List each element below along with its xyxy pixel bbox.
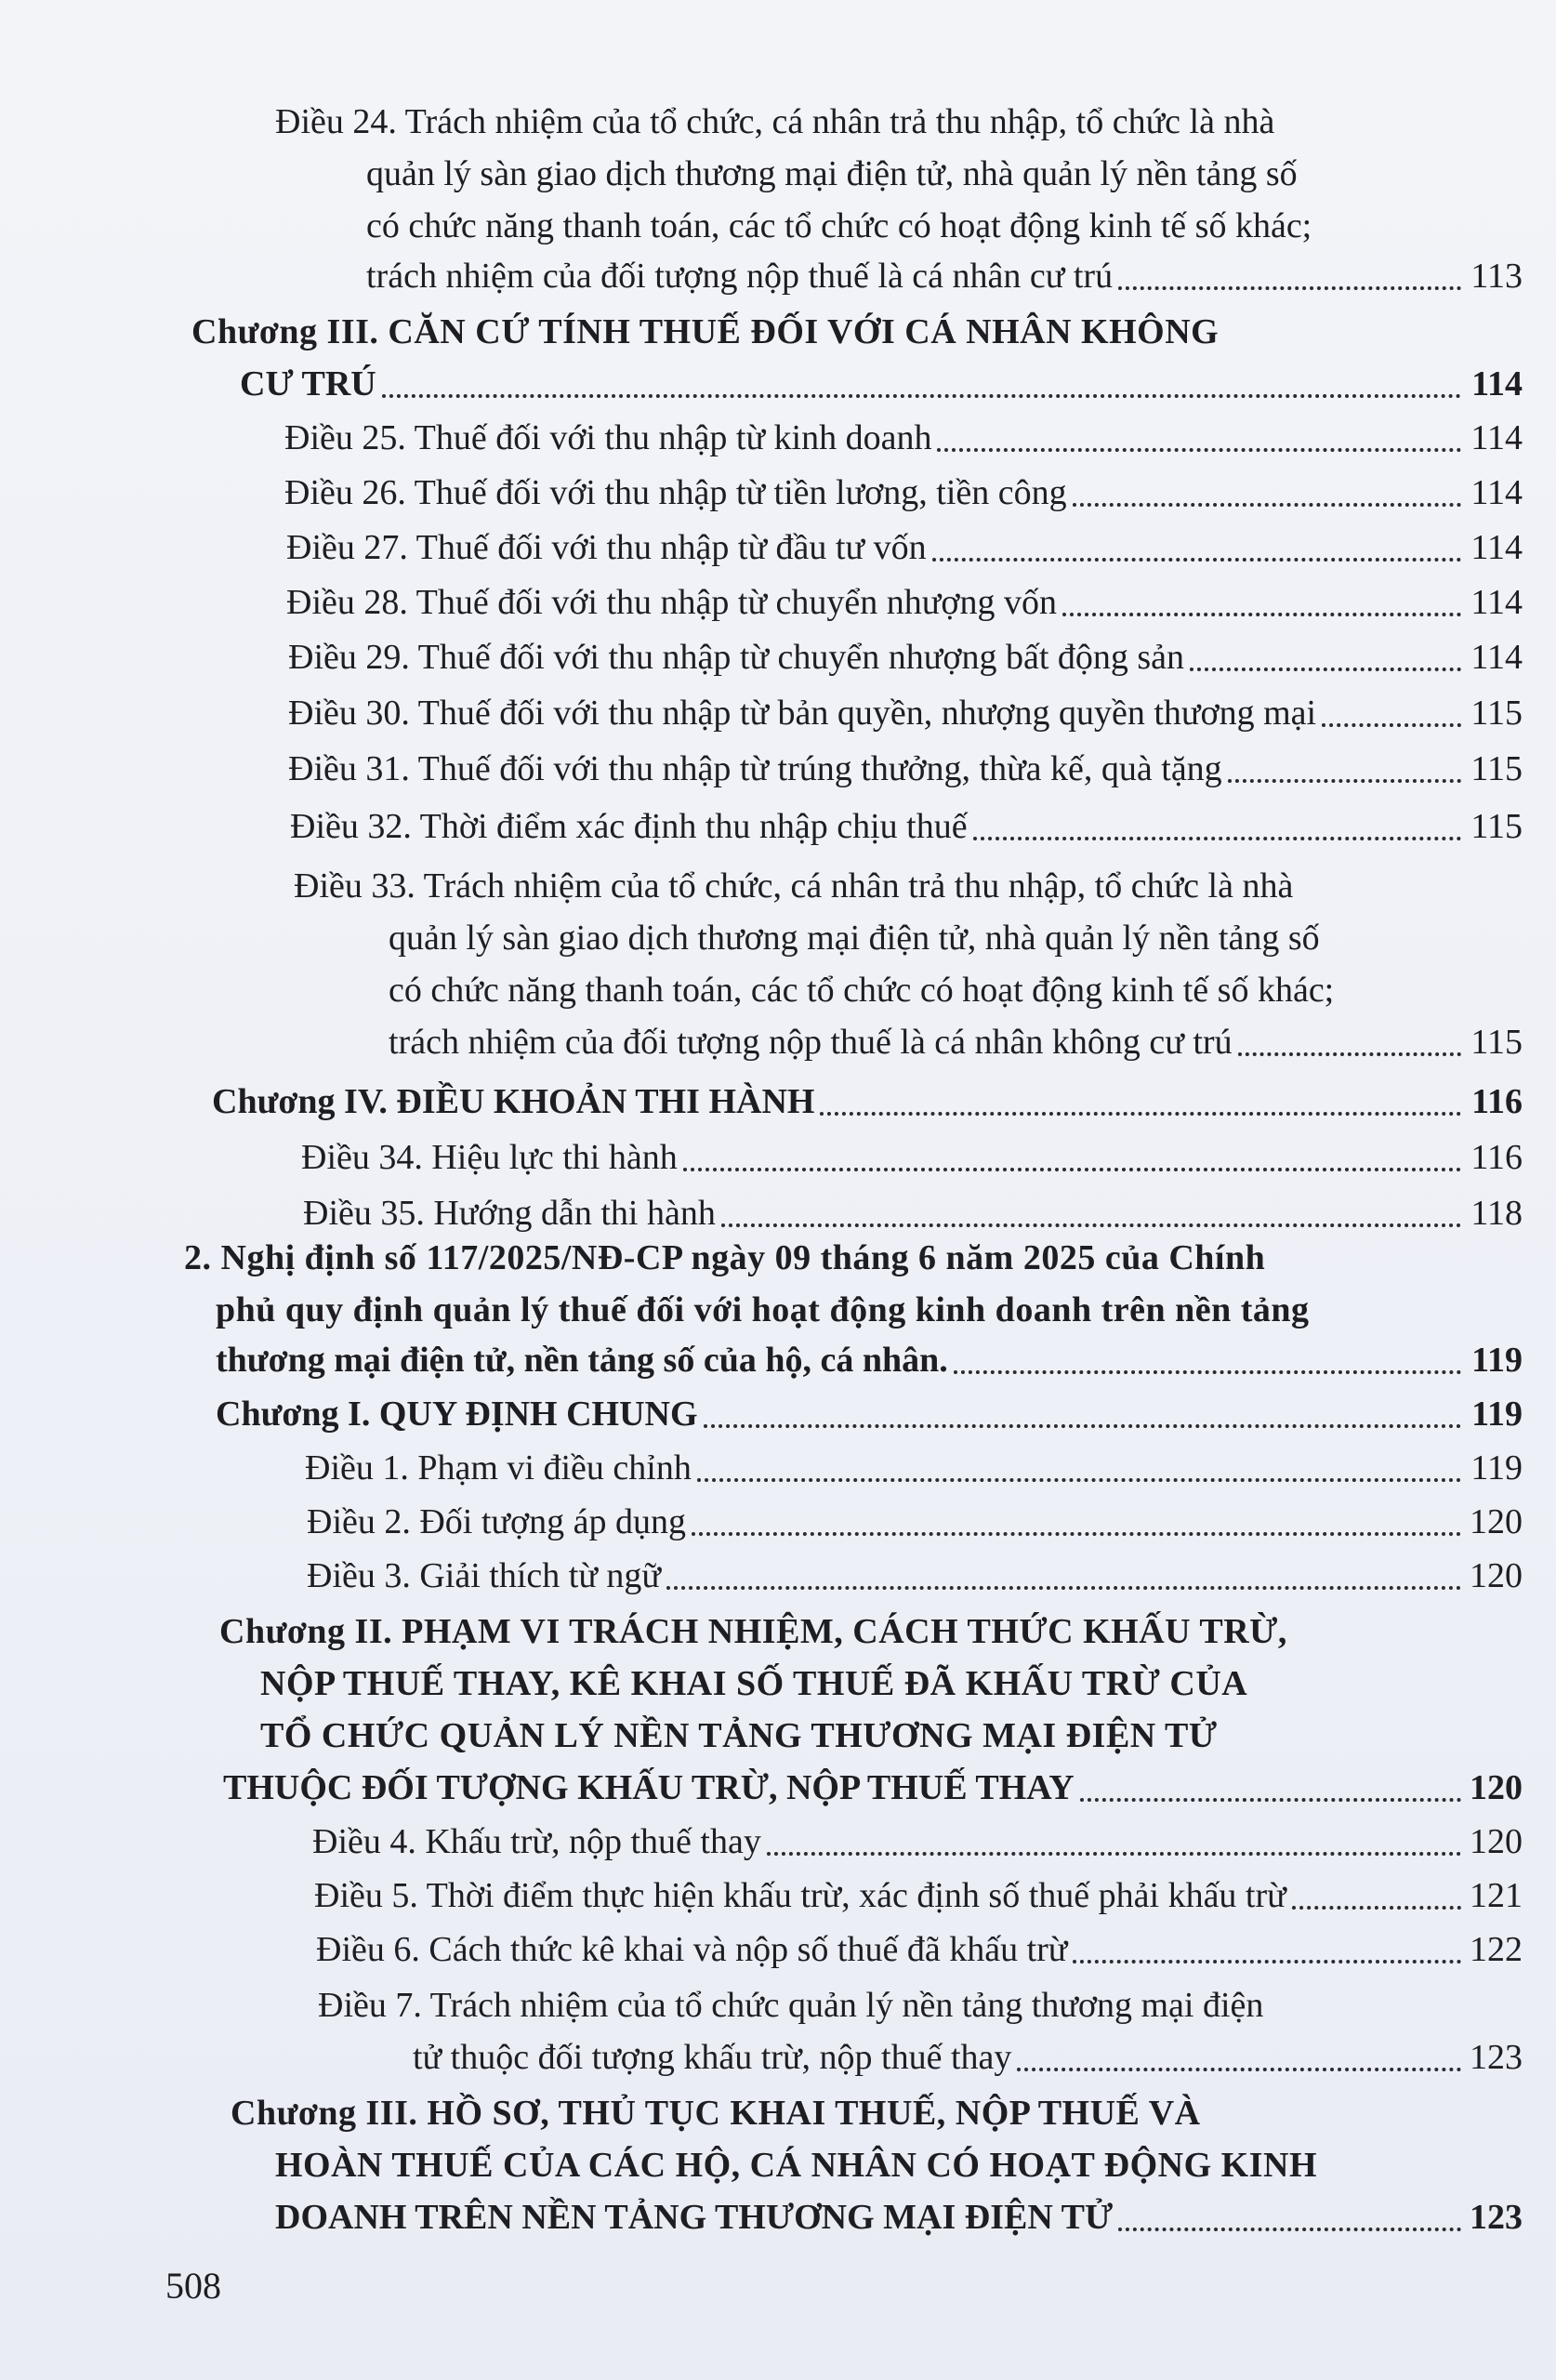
toc-title: Điều 34. Hiệu lực thi hành (301, 1138, 678, 1177)
toc-article-32 (290, 801, 1523, 852)
toc-decree-117-line-3: thương mại điện tử, nền tảng số của hộ, cá nhân. (216, 1341, 948, 1380)
toc-title: Điều 31. Thuế đối với thu nhập từ trúng thưởng, thừa kế, quà tặng (288, 749, 1222, 788)
toc-decree-article-3 (307, 1551, 1523, 1601)
dot-leader (954, 1324, 1461, 1374)
toc-article-34 (301, 1132, 1523, 1183)
dot-leader (932, 511, 1461, 562)
dot-leader (1073, 1913, 1461, 1964)
toc-article-24-line-1: Điều 24. Trách nhiệm của tổ chức, cá nhân trả thu nhập, tổ chức là nhà (275, 102, 1275, 141)
dot-leader (820, 1065, 1461, 1116)
page-ref: 115 (1470, 1023, 1523, 1062)
page-ref: 119 (1471, 1395, 1523, 1434)
toc-title: Điều 6. Cách thức kê khai và nộp số thuế đã khấu trừ (316, 1930, 1068, 1969)
dot-leader (666, 1540, 1461, 1590)
toc-title: Điều 30. Thuế đối với thu nhập từ bản quyền, nhượng quyền thương mại (288, 694, 1317, 733)
toc-article-29 (288, 632, 1523, 682)
page-ref: 120 (1470, 1768, 1523, 1807)
dot-leader (382, 348, 1461, 398)
toc-decree-article-7 (413, 2032, 1523, 2082)
toc-decree-chapter-2-line-1: Chương II. PHẠM VI TRÁCH NHIỆM, CÁCH THỨC KHẤU TRỪ, (219, 1612, 1287, 1651)
toc-chapter-3-line-2: CƯ TRÚ (240, 364, 376, 403)
toc-article-33-line-1: Điều 33. Trách nhiệm của tổ chức, cá nhân trả thu nhập, tổ chức là nhà (294, 866, 1294, 906)
page-ref: 116 (1470, 1138, 1523, 1177)
toc-article-26 (284, 468, 1523, 518)
toc-article-27 (286, 522, 1523, 573)
page-ref: 114 (1470, 418, 1523, 457)
toc-title: Điều 3. Giải thích từ ngữ (307, 1556, 662, 1595)
dot-leader (1062, 566, 1461, 616)
page-ref: 120 (1470, 1822, 1523, 1861)
toc-decree-chapter-3-line-1: Chương III. HỒ SƠ, THỦ TỤC KHAI THUẾ, NỘP THUẾ VÀ (231, 2094, 1201, 2133)
page-ref: 115 (1470, 694, 1523, 733)
page-ref: 115 (1470, 807, 1523, 846)
dot-leader (1080, 1752, 1461, 1802)
toc-article-24-line-3: có chức năng thanh toán, các tổ chức có hoạt động kinh tế số khác; (366, 206, 1312, 245)
dot-leader (1118, 2181, 1461, 2231)
toc-title: Điều 29. Thuế đối với thu nhập từ chuyển nhượng bất động sản (288, 638, 1185, 677)
page-ref: 114 (1471, 364, 1523, 403)
toc-decree-chapter-2-line-4: THUỘC ĐỐI TƯỢNG KHẤU TRỪ, NỘP THUẾ THAY (223, 1768, 1075, 1807)
page-ref: 118 (1470, 1194, 1523, 1233)
toc-decree-chapter-2-line-3: TỔ CHỨC QUẢN LÝ NỀN TẢNG THƯƠNG MẠI ĐIỆN TỬ (260, 1716, 1218, 1755)
page-ref: 115 (1470, 749, 1523, 788)
toc-article-31 (288, 744, 1523, 794)
dot-leader (1322, 677, 1461, 727)
dot-leader (704, 1378, 1461, 1428)
dot-leader (1017, 2021, 1461, 2071)
toc-title: Điều 25. Thuế đối với thu nhập từ kinh doanh (284, 418, 932, 457)
toc-article-24-line-2: quản lý sàn giao dịch thương mại điện tử, nhà quản lý nền tảng số (366, 154, 1298, 193)
page-ref: 114 (1470, 583, 1523, 622)
toc-chapter-4 (212, 1077, 1523, 1127)
toc-title: Điều 32. Thời điểm xác định thu nhập chịu thuế (290, 807, 968, 846)
page-ref: 113 (1470, 257, 1523, 296)
toc-article-35 (303, 1188, 1523, 1238)
toc-title: Điều 4. Khấu trừ, nộp thuế thay (312, 1822, 761, 1861)
toc-title: Chương I. QUY ĐỊNH CHUNG (216, 1395, 698, 1434)
toc-article-25 (284, 413, 1523, 463)
toc-article-33-line-4: trách nhiệm của đối tượng nộp thuế là cá nhân không cư trú (389, 1023, 1233, 1062)
toc-title: Chương IV. ĐIỀU KHOẢN THI HÀNH (212, 1082, 815, 1121)
toc-decree-117-line-1: 2. Nghị định số 117/2025/NĐ-CP ngày 09 tháng 6 năm 2025 của Chính (184, 1238, 1266, 1277)
toc-article-33 (389, 1017, 1523, 1067)
dot-leader (1292, 1859, 1461, 1910)
toc-title: Điều 26. Thuế đối với thu nhập từ tiền lương, tiền công (284, 473, 1067, 512)
toc-title: Điều 1. Phạm vi điều chỉnh (305, 1448, 692, 1488)
toc-decree-chapter-3 (275, 2192, 1523, 2242)
toc-article-33-line-2: quản lý sàn giao dịch thương mại điện tử, nhà quản lý nền tảng số (389, 919, 1320, 958)
dot-leader (937, 402, 1461, 452)
dot-leader (1238, 1006, 1461, 1056)
toc-decree-article-7-line-2: tử thuộc đối tượng khấu trừ, nộp thuế thay (413, 2038, 1012, 2077)
page-ref: 114 (1470, 528, 1523, 567)
toc-decree-chapter-3-line-3: DOANH TRÊN NỀN TẢNG THƯƠNG MẠI ĐIỆN TỬ (275, 2198, 1114, 2237)
dot-leader (1118, 240, 1461, 290)
dot-leader (697, 1432, 1461, 1482)
dot-leader (721, 1177, 1461, 1227)
dot-leader (692, 1486, 1461, 1536)
toc-article-24-line-4: trách nhiệm của đối tượng nộp thuế là cá nhân cư trú (366, 257, 1114, 296)
dot-leader (973, 790, 1461, 840)
dot-leader (1073, 456, 1461, 507)
toc-title: Điều 35. Hướng dẫn thi hành (303, 1194, 716, 1233)
page-ref: 123 (1470, 2198, 1523, 2237)
dot-leader (767, 1805, 1461, 1856)
page-ref: 122 (1470, 1930, 1523, 1969)
toc-decree-chapter-3-line-2: HOÀN THUẾ CỦA CÁC HỘ, CÁ NHÂN CÓ HOẠT ĐỘNG KINH (275, 2146, 1318, 2185)
toc-decree-chapter-2-line-2: NỘP THUẾ THAY, KÊ KHAI SỐ THUẾ ĐÃ KHẤU TRỪ CỦA (260, 1664, 1248, 1703)
toc-chapter-3-line-1: Chương III. CĂN CỨ TÍNH THUẾ ĐỐI VỚI CÁ NHÂN KHÔNG (191, 312, 1220, 351)
page-ref: 121 (1470, 1876, 1523, 1915)
toc-article-28 (286, 577, 1523, 628)
page-ref: 120 (1470, 1502, 1523, 1541)
toc-article-30 (288, 688, 1523, 738)
page-ref: 119 (1470, 1448, 1523, 1488)
toc-title: Điều 27. Thuế đối với thu nhập từ đầu tư vốn (286, 528, 927, 567)
toc-decree-117-line-2: phủ quy định quản lý thuế đối với hoạt động kinh doanh trên nền tảng (216, 1290, 1310, 1329)
page-ref: 114 (1470, 473, 1523, 512)
toc-article-24 (366, 251, 1523, 301)
toc-decree-article-7-line-1: Điều 7. Trách nhiệm của tổ chức quản lý nền tảng thương mại điện (318, 1986, 1264, 2025)
page-number: 508 (165, 2265, 221, 2307)
dot-leader (1228, 733, 1461, 783)
page-ref: 123 (1470, 2038, 1523, 2077)
toc-decree-article-6 (316, 1924, 1523, 1975)
page-ref: 120 (1470, 1556, 1523, 1595)
toc-article-33-line-3: có chức năng thanh toán, các tổ chức có hoạt động kinh tế số khác; (389, 971, 1335, 1010)
page-ref: 116 (1471, 1082, 1523, 1121)
page-ref: 114 (1470, 638, 1523, 677)
toc-title: Điều 2. Đối tượng áp dụng (307, 1502, 686, 1541)
dot-leader (683, 1121, 1461, 1171)
page-ref: 119 (1471, 1341, 1523, 1380)
toc-title: Điều 5. Thời điểm thực hiện khấu trừ, xác định số thuế phải khấu trừ (314, 1876, 1286, 1915)
dot-leader (1190, 621, 1461, 671)
toc-title: Điều 28. Thuế đối với thu nhập từ chuyển nhượng vốn (286, 583, 1057, 622)
